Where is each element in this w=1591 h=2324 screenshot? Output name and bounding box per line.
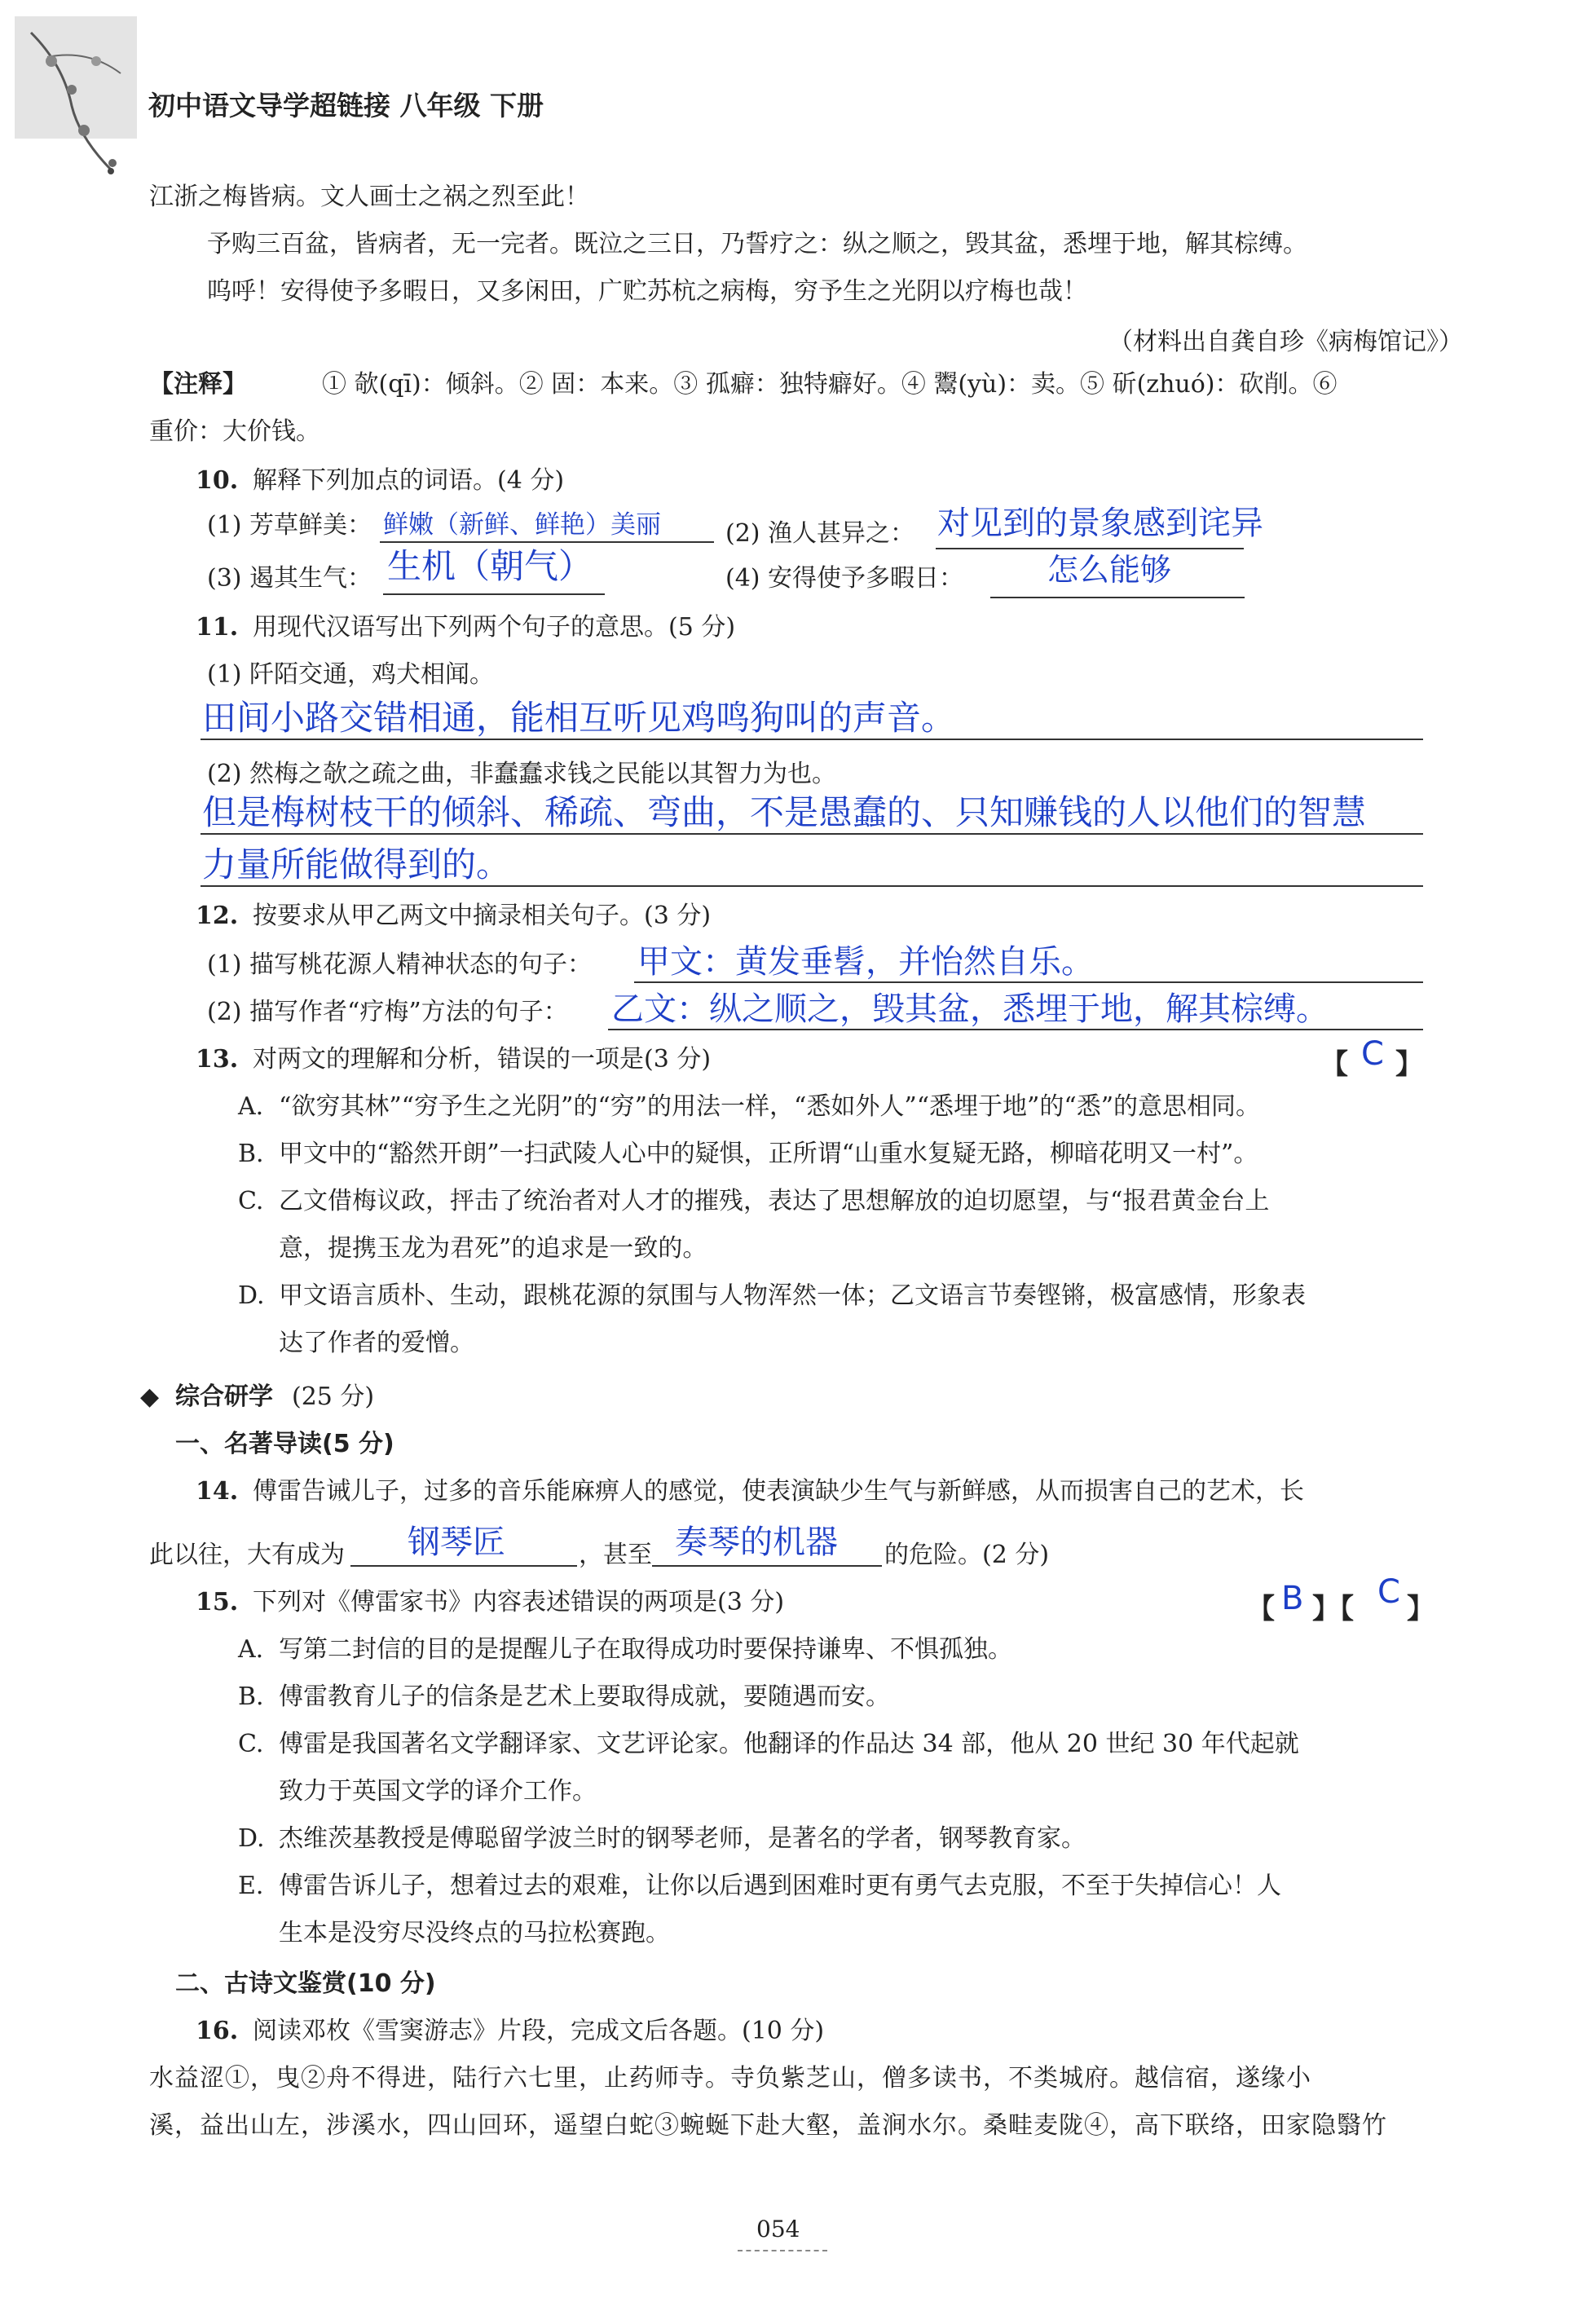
page-number: 054 (756, 2216, 800, 2242)
q14-answer-2: 奏琴的机器 (675, 1524, 838, 1561)
q15-option-a-line1: 写第二封信的目的是提醒儿子在取得成功时要保持谦卑、不惧孤独。 (279, 1635, 1012, 1664)
q16-passage-line-2: 溪，益出山左，涉溪水，四山回环，遥望白蛇③蜿蜒下赴大壑，盖涧水尔。桑畦麦陇④，高下联络，田家隐翳竹 (149, 2111, 1387, 2140)
q15-option-d-line1: 杰维茨基教授是傅聪留学波兰时的钢琴老师，是著名的学者，钢琴教育家。 (279, 1824, 1086, 1853)
section-score: (25 分) (292, 1382, 375, 1411)
q13-option-b-line1: 甲文中的“豁然开朗”一扫武陵人心中的疑惧，正所谓“山重水复疑无路，柳暗花明又一村”。 (279, 1140, 1258, 1168)
q14-blank-2 (652, 1565, 882, 1567)
q15-option-e-key: E. (238, 1872, 264, 1900)
q15-option-d-key: D. (238, 1824, 265, 1853)
q16-passage-line-1: 水益涩①，曳②舟不得进，陆行六七里，止药师寺。寺负紫芝山，僧多读书，不类城府。越信宿，遂缘小 (149, 2064, 1311, 2092)
q10-item1-label: (1) 芳草鲜美： (207, 511, 372, 540)
q10-item2-answer: 对见到的景象感到诧异 (937, 505, 1263, 542)
q16-stem: 阅读邓枚《雪窦游志》片段，完成文后各题。(10 分) (253, 2017, 825, 2045)
q12-answer-2: 乙文：纵之顺之，毁其盆，悉埋于地，解其棕缚。 (611, 990, 1329, 1028)
section-title: 综合研学 (175, 1382, 273, 1411)
q12-answer-1: 甲文：黄发垂髫，并怡然自乐。 (637, 943, 1094, 981)
q10-item4-answer: 怎么能够 (1047, 552, 1172, 588)
q14-blank-1 (350, 1565, 577, 1567)
q14-mid: ，甚至 (579, 1541, 652, 1569)
q13-stem: 对两文的理解和分析，错误的一项是(3 分) (253, 1045, 712, 1074)
q15-option-a-key: A. (238, 1635, 264, 1664)
page-number-rule (738, 2250, 827, 2251)
q15-stem: 下列对《傅雷家书》内容表述错误的两项是(3 分) (253, 1588, 785, 1616)
q11-sentence-2: (2) 然梅之欹之疏之曲，非蠢蠢求钱之民能以其智力为也。 (207, 760, 837, 788)
q15-option-e-line2: 生本是没穷尽没终点的马拉松赛跑。 (279, 1919, 670, 1947)
q14-pre: 此以往，大有成为 (149, 1541, 345, 1569)
q13-option-d-line1: 甲文语言质朴、生动，跟桃花源的氛围与人物浑然一体；乙文语言节奏铿锵，极富感情，形象表 (279, 1281, 1306, 1310)
q11-number: 11. (196, 613, 239, 642)
q10-item3-label: (3) 遏其生气： (207, 564, 372, 593)
q13-option-d-key: D. (238, 1281, 265, 1310)
q15-option-b-line1: 傅雷教育儿子的信条是艺术上要取得成就，要随遇而安。 (279, 1682, 890, 1711)
q11-answer-2-underline2 (201, 885, 1423, 887)
subsection-2: 二、古诗文鉴赏(10 分) (175, 1969, 436, 1998)
q12-sentence-2: (2) 描写作者“疗梅”方法的句子： (207, 998, 568, 1026)
q11-sentence-1: (1) 阡陌交通，鸡犬相闻。 (207, 660, 495, 689)
notes-line-1: ① 欹(qī)：倾斜。② 固：本来。③ 孤癖：独特癖好。④ 鬻(yù)：卖。⑤ 斫(zhuó)：砍削。⑥ (322, 370, 1338, 399)
q15-option-c-key: C. (238, 1730, 264, 1758)
q16-number: 16. (196, 2017, 239, 2045)
q12-number: 12. (196, 902, 239, 930)
q13-option-c-key: C. (238, 1187, 264, 1215)
q15-option-c-line2: 致力于英国文学的译介工作。 (279, 1777, 597, 1806)
q15-answer-1: B (1281, 1580, 1304, 1617)
passage-line-3: 呜呼！安得使予多暇日，又多闲田，广贮苏杭之病梅，穷予生之光阴以疗梅也哉！ (207, 277, 1087, 306)
q13-option-d-line2: 达了作者的爱憎。 (279, 1329, 474, 1357)
q13-option-b-key: B. (238, 1140, 264, 1168)
notes-line-2: 重价：大价钱。 (149, 417, 320, 446)
q13-answer: C (1361, 1035, 1384, 1073)
q15-answer-2: C (1377, 1573, 1400, 1611)
q11-answer-1: 田间小路交错相通，能相互听见鸡鸣狗叫的声音。 (202, 698, 956, 738)
q15-bracket-right: 】 (1407, 1593, 1435, 1625)
subsection-1: 一、名著导读(5 分) (175, 1430, 394, 1458)
q10-item4-label: (4) 安得使予多暇日： (725, 564, 964, 593)
q10-number: 10. (196, 466, 239, 495)
q10-item3-answer: 生机（朝气） (387, 546, 593, 586)
q10-stem: 解释下列加点的词语。(4 分) (253, 466, 565, 495)
q11-answer-2-line1: 但是梅树枝干的倾斜、稀疏、弯曲，不是愚蠢的、只知赚钱的人以他们的智慧 (202, 792, 1367, 832)
q13-option-c-line2: 意，提携玉龙为君死”的追求是一致的。 (279, 1234, 707, 1263)
q12-sentence-1: (1) 描写桃花源人精神状态的句子： (207, 950, 593, 979)
q10-item1-answer: 鲜嫩（新鲜、鲜艳）美丽 (383, 510, 661, 540)
q13-number: 13. (196, 1045, 239, 1074)
q11-answer-2-underline1 (201, 833, 1423, 835)
passage-line-1: 江浙之梅皆病。文人画士之祸之烈至此！ (149, 183, 589, 211)
q11-stem: 用现代汉语写出下列两个句子的意思。(5 分) (253, 613, 736, 642)
q10-item2-label: (2) 渔人甚异之： (725, 519, 915, 548)
q14-number: 14. (196, 1477, 239, 1506)
q14-post: 的危险。(2 分) (884, 1541, 1050, 1569)
q11-answer-2-line2: 力量所能做得到的。 (202, 844, 511, 884)
q13-option-a-key: A. (238, 1092, 264, 1121)
q15-number: 15. (196, 1588, 239, 1616)
q10-item3-blank (383, 593, 605, 595)
notes-label: 【注释】 (149, 370, 247, 399)
q13-bracket-left: 【 (1320, 1048, 1348, 1081)
q10-item4-blank (990, 597, 1245, 598)
q13-option-a-line1: “欲穷其林”“穷予生之光阴”的“穷”的用法一样，“悉如外人”“悉埋于地”的“悉”的意思相同。 (279, 1092, 1261, 1121)
plum-blossom-decoration (15, 16, 137, 187)
passage-line-2: 予购三百盆，皆病者，无一完者。既泣之三日，乃誓疗之：纵之顺之，毁其盆，悉埋于地，解其棕缚。 (207, 230, 1307, 258)
q14-answer-1: 钢琴匠 (408, 1524, 505, 1561)
q15-option-b-key: B. (238, 1682, 264, 1711)
q15-option-c-line1: 傅雷是我国著名文学翻译家、文艺评论家。他翻译的作品达 34 部，他从 20 世纪 30 年代起就 (279, 1730, 1299, 1758)
q12-answer-2-line (608, 1029, 1423, 1030)
diamond-icon: ◆ (140, 1382, 160, 1411)
q15-bracket-left: 【 (1247, 1593, 1275, 1625)
passage-source: （材料出自龚自珍《病梅馆记》） (1108, 328, 1463, 356)
q14-line1: 傅雷告诫儿子，过多的音乐能麻痹人的感觉，使表演缺少生气与新鲜感，从而损害自己的艺术，长 (253, 1477, 1304, 1506)
q13-option-c-line1: 乙文借梅议政，抨击了统治者对人才的摧残，表达了思想解放的迫切愿望，与“报君黄金台上 (279, 1187, 1270, 1215)
q12-stem: 按要求从甲乙两文中摘录相关句子。(3 分) (253, 902, 712, 930)
q15-option-e-line1: 傅雷告诉儿子，想着过去的艰难，让你以后遇到困难时更有勇气去克服，不至于失掉信心！人 (279, 1872, 1281, 1900)
q11-answer-1-line (201, 739, 1423, 740)
q15-bracket-mid: 】【 (1312, 1593, 1354, 1625)
page-header-title: 初中语文导学超链接 八年级 下册 (148, 90, 544, 121)
q13-bracket-right: 】 (1395, 1048, 1423, 1081)
